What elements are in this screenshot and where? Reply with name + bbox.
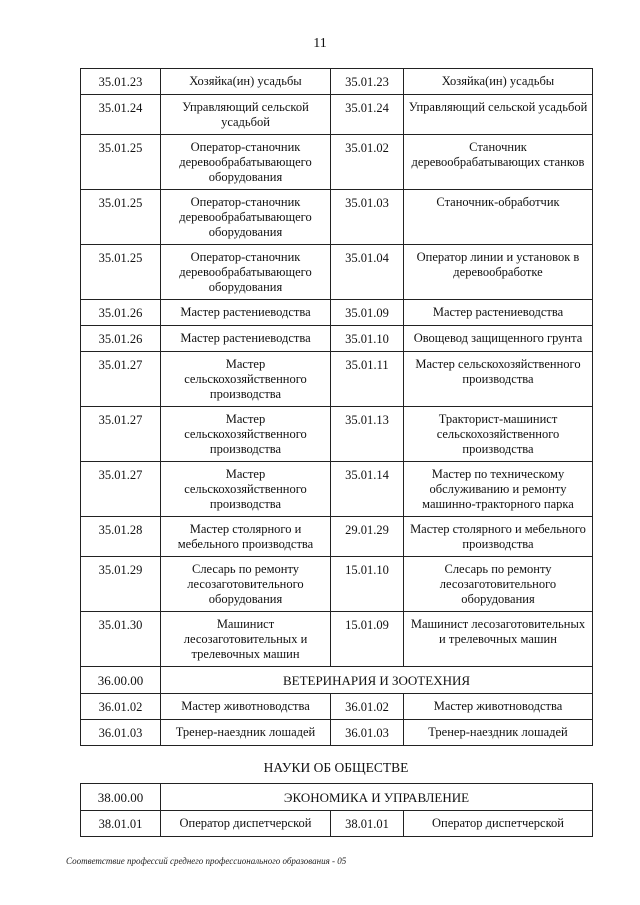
new-name-cell: Управляющий сельской усадьбой (404, 95, 593, 135)
new-code-cell: 35.01.02 (331, 135, 404, 190)
new-code-cell: 35.01.10 (331, 326, 404, 352)
new-code-cell: 35.01.11 (331, 352, 404, 407)
old-name-cell: Мастер растениеводства (161, 326, 331, 352)
old-code-cell: 35.01.28 (81, 517, 161, 557)
new-name-cell: Мастер сельскохозяйственного производства (404, 352, 593, 407)
old-name-cell: Оператор диспетчерской (161, 811, 331, 837)
new-code-cell: 15.01.10 (331, 557, 404, 612)
old-code-cell: 36.01.03 (81, 720, 161, 746)
section-title: ЭКОНОМИКА И УПРАВЛЕНИЕ (161, 784, 593, 811)
table-row (81, 462, 593, 517)
new-name-cell: Станочник-обработчик (404, 190, 593, 245)
new-name-cell: Мастер растениеводства (404, 300, 593, 326)
table-row (81, 135, 593, 190)
section-heading: НАУКИ ОБ ОБЩЕСТВЕ (263, 760, 409, 775)
old-code-cell: 35.01.26 (81, 326, 161, 352)
new-name-cell: Овощевод защищенного грунта (404, 326, 593, 352)
old-code-cell: 35.01.29 (81, 557, 161, 612)
old-name-cell: Оператор-станочник деревообрабатывающего оборудования (161, 245, 331, 300)
new-code-cell: 35.01.24 (331, 95, 404, 135)
old-name-cell: Слесарь по ремонту лесозаготовительного оборудования (161, 557, 331, 612)
professions-table-economics (80, 783, 593, 837)
old-name-cell: Мастер столярного и мебельного производства (161, 517, 331, 557)
old-name-cell: Мастер сельскохозяйственного производства (161, 352, 331, 407)
new-name-cell: Слесарь по ремонту лесозаготовительного оборудования (404, 557, 593, 612)
new-name-cell: Тракторист-машинист сельскохозяйственного производства (404, 407, 593, 462)
professions-table (80, 68, 593, 746)
old-code-cell: 35.01.25 (81, 245, 161, 300)
section-row (81, 784, 593, 811)
old-name-cell: Управляющий сельской усадьбой (161, 95, 331, 135)
table-row (81, 245, 593, 300)
table-row (81, 95, 593, 135)
old-code-cell: 38.01.01 (81, 811, 161, 837)
old-name-cell: Хозяйка(ин) усадьбы (161, 69, 331, 95)
old-code-cell: 35.01.30 (81, 612, 161, 667)
table-row (81, 694, 593, 720)
table-row (81, 190, 593, 245)
page-number: 11 (313, 36, 327, 51)
new-code-cell: 35.01.14 (331, 462, 404, 517)
table-row (81, 326, 593, 352)
table-row (81, 352, 593, 407)
old-name-cell: Мастер растениеводства (161, 300, 331, 326)
new-code-cell: 38.01.01 (331, 811, 404, 837)
new-code-cell: 29.01.29 (331, 517, 404, 557)
old-name-cell: Мастер сельскохозяйственного производства (161, 462, 331, 517)
new-code-cell: 35.01.23 (331, 69, 404, 95)
old-name-cell: Мастер животноводства (161, 694, 331, 720)
old-code-cell: 35.01.24 (81, 95, 161, 135)
new-name-cell: Мастер животноводства (404, 694, 593, 720)
new-name-cell: Оператор линии и установок в деревообработке (404, 245, 593, 300)
section-title: ВЕТЕРИНАРИЯ И ЗООТЕХНИЯ (161, 667, 593, 694)
old-code-cell: 35.01.27 (81, 462, 161, 517)
new-name-cell: Тренер-наездник лошадей (404, 720, 593, 746)
new-name-cell: Хозяйка(ин) усадьбы (404, 69, 593, 95)
new-name-cell: Станочник деревообрабатывающих станков (404, 135, 593, 190)
new-code-cell: 35.01.09 (331, 300, 404, 326)
new-code-cell: 36.01.03 (331, 720, 404, 746)
table-row (81, 811, 593, 837)
old-name-cell: Машинист лесозаготовительных и трелевочных машин (161, 612, 331, 667)
new-code-cell: 36.01.02 (331, 694, 404, 720)
professions-table-body (81, 69, 593, 746)
old-code-cell: 35.01.27 (81, 407, 161, 462)
section-code: 38.00.00 (81, 784, 161, 811)
old-name-cell: Тренер-наездник лошадей (161, 720, 331, 746)
old-code-cell: 36.01.02 (81, 694, 161, 720)
table-row (81, 300, 593, 326)
old-name-cell: Оператор-станочник деревообрабатывающего оборудования (161, 190, 331, 245)
old-code-cell: 35.01.23 (81, 69, 161, 95)
new-name-cell: Оператор диспетчерской (404, 811, 593, 837)
table-row (81, 69, 593, 95)
new-name-cell: Мастер столярного и мебельного производства (404, 517, 593, 557)
section-code: 36.00.00 (81, 667, 161, 694)
table-row (81, 407, 593, 462)
old-code-cell: 35.01.26 (81, 300, 161, 326)
professions-table-economics-body (81, 784, 593, 837)
old-code-cell: 35.01.25 (81, 190, 161, 245)
old-name-cell: Мастер сельскохозяйственного производства (161, 407, 331, 462)
table-row (81, 612, 593, 667)
old-name-cell: Оператор-станочник деревообрабатывающего оборудования (161, 135, 331, 190)
new-code-cell: 35.01.13 (331, 407, 404, 462)
new-name-cell: Мастер по техническому обслуживанию и ремонту машинно-тракторного парка (404, 462, 593, 517)
new-name-cell: Машинист лесозаготовительных и трелевочных машин (404, 612, 593, 667)
section-row (81, 667, 593, 694)
old-code-cell: 35.01.25 (81, 135, 161, 190)
old-code-cell: 35.01.27 (81, 352, 161, 407)
new-code-cell: 35.01.03 (331, 190, 404, 245)
new-code-cell: 15.01.09 (331, 612, 404, 667)
table-row (81, 720, 593, 746)
table-row (81, 517, 593, 557)
table-row (81, 557, 593, 612)
footer-note: Соответствие профессий среднего профессионального образования - 05 (66, 856, 347, 866)
new-code-cell: 35.01.04 (331, 245, 404, 300)
